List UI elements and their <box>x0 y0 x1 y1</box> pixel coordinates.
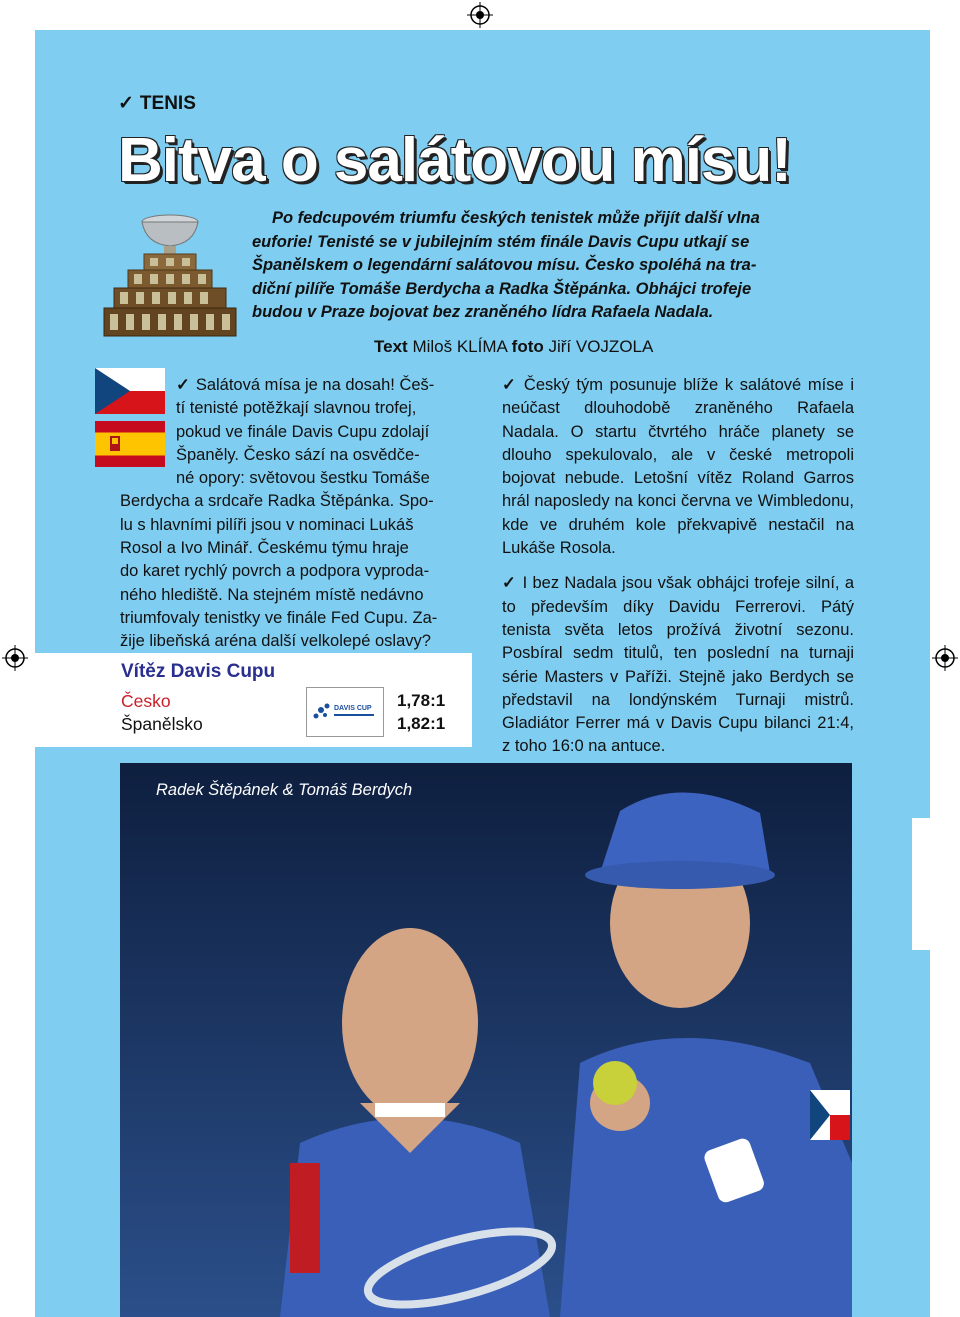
team-spain: Španělsko <box>121 714 203 734</box>
byline-author: Miloš KLÍMA <box>412 337 507 356</box>
body-line: ného hlediště. Na stejném místě nedávno <box>120 585 424 604</box>
body-line: triumfovaly tenistky ve finále Fed Cupu. Za- <box>120 608 438 627</box>
check-icon: ✓ <box>502 574 517 593</box>
column-two <box>502 374 854 771</box>
byline-text-label: Text <box>374 337 408 356</box>
section-tag <box>118 92 196 115</box>
lead-line: Po fedcupovém triumfu českých tenistek může přijít další vlna <box>272 209 760 227</box>
odds-czech: 1,78:1 <box>397 691 446 710</box>
players-photo <box>120 763 852 1317</box>
lead-paragraph <box>252 207 862 325</box>
check-icon: ✓ <box>502 376 518 394</box>
byline-photo-label: foto <box>511 337 544 356</box>
body-line: žije libeňská aréna další velkolepé oslavy? <box>120 632 431 651</box>
body-line: tí tenisté potěžkají slavnou trofej, <box>176 399 417 418</box>
team-czech: Česko <box>121 691 171 711</box>
headline: Bitva o salátovou mísu! <box>118 126 791 195</box>
body-line: Rosol a Ivo Minář. Českému týmu hraje <box>120 539 409 558</box>
davis-cup-logo <box>306 687 384 737</box>
edge-tab <box>912 818 930 950</box>
logo-text: DAVIS CUP <box>334 705 372 712</box>
registration-mark-left <box>2 645 28 671</box>
lead-line: budou v Praze bojovat bez zraněného lídra Rafaela Nadala. <box>252 303 714 321</box>
check-icon: ✓ <box>118 93 134 114</box>
section-label: TENIS <box>139 93 196 114</box>
winner-box-title: Vítěz Davis Cupu <box>121 661 276 682</box>
body-line: do karet rychlý povrch a podpora vyproda- <box>120 562 430 581</box>
body-line: Berdycha a srdcaře Radka Štěpánka. Spo- <box>120 492 434 511</box>
registration-mark-top <box>467 2 493 28</box>
body-line: Španěly. Česko sází na osvědče- <box>176 445 420 464</box>
body-paragraph: I bez Nadala jsou však obhájci trofeje silní, a to především díky Davidu Ferrerovi. Pátý tenista světa letos prožívá životní sezonu. Posbíral sedm titulů, ten poslední na turnaji série Masters v Paříži. Stejně jako Berdych se představil na londýnském Turnaji mistrů. Gladiátor Ferrer má v Davis Cupu bilanci 21:4, z toho 16:0 na antuce. <box>502 574 855 756</box>
body-line: lu s hlavními pilíři jsou v nominaci Lukáš <box>120 515 414 534</box>
column-one <box>120 374 470 654</box>
body-line: né opory: světovou šestku Tomáše <box>176 469 430 488</box>
body-line: Salátová mísa je na dosah! Češ- <box>195 376 435 394</box>
davis-cup-trophy-image <box>100 210 240 340</box>
odds-spain: 1,82:1 <box>397 714 446 733</box>
lead-line: Španělskem o legendární salátovou mísu. Česko spoléhá na tra- <box>252 256 757 274</box>
registration-mark-right <box>932 645 958 671</box>
body-line: pokud ve finále Davis Cupu zdolají <box>176 422 430 441</box>
check-icon: ✓ <box>176 376 190 394</box>
winner-odds-box <box>35 653 472 747</box>
body-paragraph: Český tým posunuje blíže k salátové míse i neúčast dlouhodobě zraněného Rafaela Nadala. O startu čtvrtého hráče planety se dlouho spekulovalo, ale v české metropoli bojovat nebude. Letošní vítěz Roland Garros hrál naposledy na konci června ve Wimbledonu, kde ve druhém kole překvapivě nestačil na Lukáše Rosola. <box>502 376 855 558</box>
lead-line: diční pilíře Tomáše Berdycha a Radka Štěpánka. Obhájci trofeje <box>252 279 752 298</box>
byline-photographer: Jiří VOJZOLA <box>548 337 654 356</box>
byline <box>374 337 653 357</box>
photo-caption: Radek Štěpánek & Tomáš Berdych <box>156 781 413 799</box>
lead-line: euforie! Tenisté se v jubilejním stém finále Davis Cupu utkají se <box>252 232 750 251</box>
